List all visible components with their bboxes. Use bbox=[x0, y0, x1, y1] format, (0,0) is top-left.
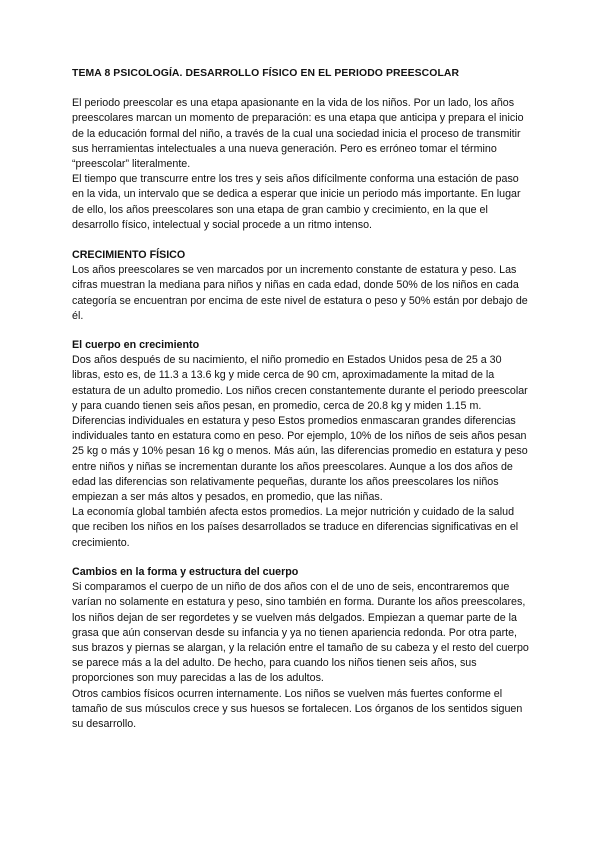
section-heading-crecimiento-fisico: CRECIMIENTO FÍSICO bbox=[72, 249, 186, 262]
section-paragraph: Si comparamos el cuerpo de un niño de dos años con el de uno de seis, encontraremos que varían no solamente en estatura y peso, sino también en forma. Durante los años preescolares, los niños dejan de ser regordetes y se vuelven más delgados. Empiezan a quemar parte de la grasa que aún conservan desde su infancia y ya no tienen apariencia redonda. Por otra parte, sus brazos y piernas se alargan, y la relación entre el tamaño de su cabeza y el resto del cuerpo se parece más a la del adulto. De hecho, para cuando los niños tienen seis años, sus proporciones son muy parecidas a las de los adultos. bbox=[72, 581, 529, 685]
spacer bbox=[72, 551, 532, 565]
intro-paragraph-1: El periodo preescolar es una etapa apasionante en la vida de los niños. Por un lado, los años preescolares marcan un momento de preparación: es una etapa que anticipa y prepara el inicio de la educación formal del niño, a través de la cual una sociedad inicia el proceso de transmitir sus herramientas intelectuales a una nueva generación. Pero es erróneo tomar el término “preescolar” literalmente. bbox=[72, 97, 524, 171]
spacer bbox=[72, 324, 532, 338]
intro-paragraph-2: El tiempo que transcurre entre los tres y seis años difícilmente conforma una estación de paso en la vida, un intervalo que se dedica a esperar que inicie un periodo más importante. En lugar de ello, los años preescolares son una etapa de gran cambio y crecimiento, en la que el desarrollo físico, intelectual y social procede a un ritmo intenso. bbox=[72, 173, 521, 231]
section-paragraph: Diferencias individuales en estatura y peso Estos promedios enmascaran grandes diferencias individuales tanto en estatura como en peso. Por ejemplo, 10% de los niños de seis años pesan 25 kg o más y 10% pesan 16 kg o menos. Más aún, las diferencias promedio en estatura y peso entre niños y niñas se incrementan durante los años preescolares. Aunque a los dos años de edad las diferencias son relativamente pequeñas, durante los años preescolares los niños empiezan a ser más altos y pesados, en promedio, que las niñas. bbox=[72, 415, 528, 504]
spacer bbox=[72, 233, 532, 248]
document-page bbox=[72, 66, 532, 732]
section-heading-cambios-forma-estructura: Cambios en la forma y estructura del cuerpo bbox=[72, 565, 299, 578]
section-paragraph: Dos años después de su nacimiento, el niño promedio en Estados Unidos pesa de 25 a 30 libras, esto es, de 11.3 a 13.6 kg y mide cerca de 90 cm, aproximadamente la mitad de la estatura de un adulto promedio. Los niños crecen constantemente durante el periodo preescolar y para cuando tienen seis años pesan, en promedio, cerca de 20.8 kg y miden 1.15 m. bbox=[72, 354, 528, 412]
section-paragraph: Los años preescolares se ven marcados por un incremento constante de estatura y peso. Las cifras muestran la mediana para niños y niñas en cada edad, donde 50% de los niños en cada categoría se encuentran por encima de este nivel de estatura o peso y 50% están por debajo de él. bbox=[72, 264, 528, 322]
section-paragraph: Otros cambios físicos ocurren internamente. Los niños se vuelven más fuertes conforme el tamaño de sus músculos crece y sus huesos se fortalecen. Los órganos de los sentidos siguen su desarrollo. bbox=[72, 687, 523, 730]
section-heading-cuerpo-en-crecimiento: El cuerpo en crecimiento bbox=[72, 339, 200, 352]
document-title: TEMA 8 PSICOLOGÍA. DESARROLLO FÍSICO EN EL PERIODO PREESCOLAR bbox=[72, 68, 460, 79]
section-paragraph: La economía global también afecta estos promedios. La mejor nutrición y cuidado de la salud que reciben los niños en los países desarrollados se traduce en diferencias significativas en el crecimiento. bbox=[72, 506, 519, 549]
